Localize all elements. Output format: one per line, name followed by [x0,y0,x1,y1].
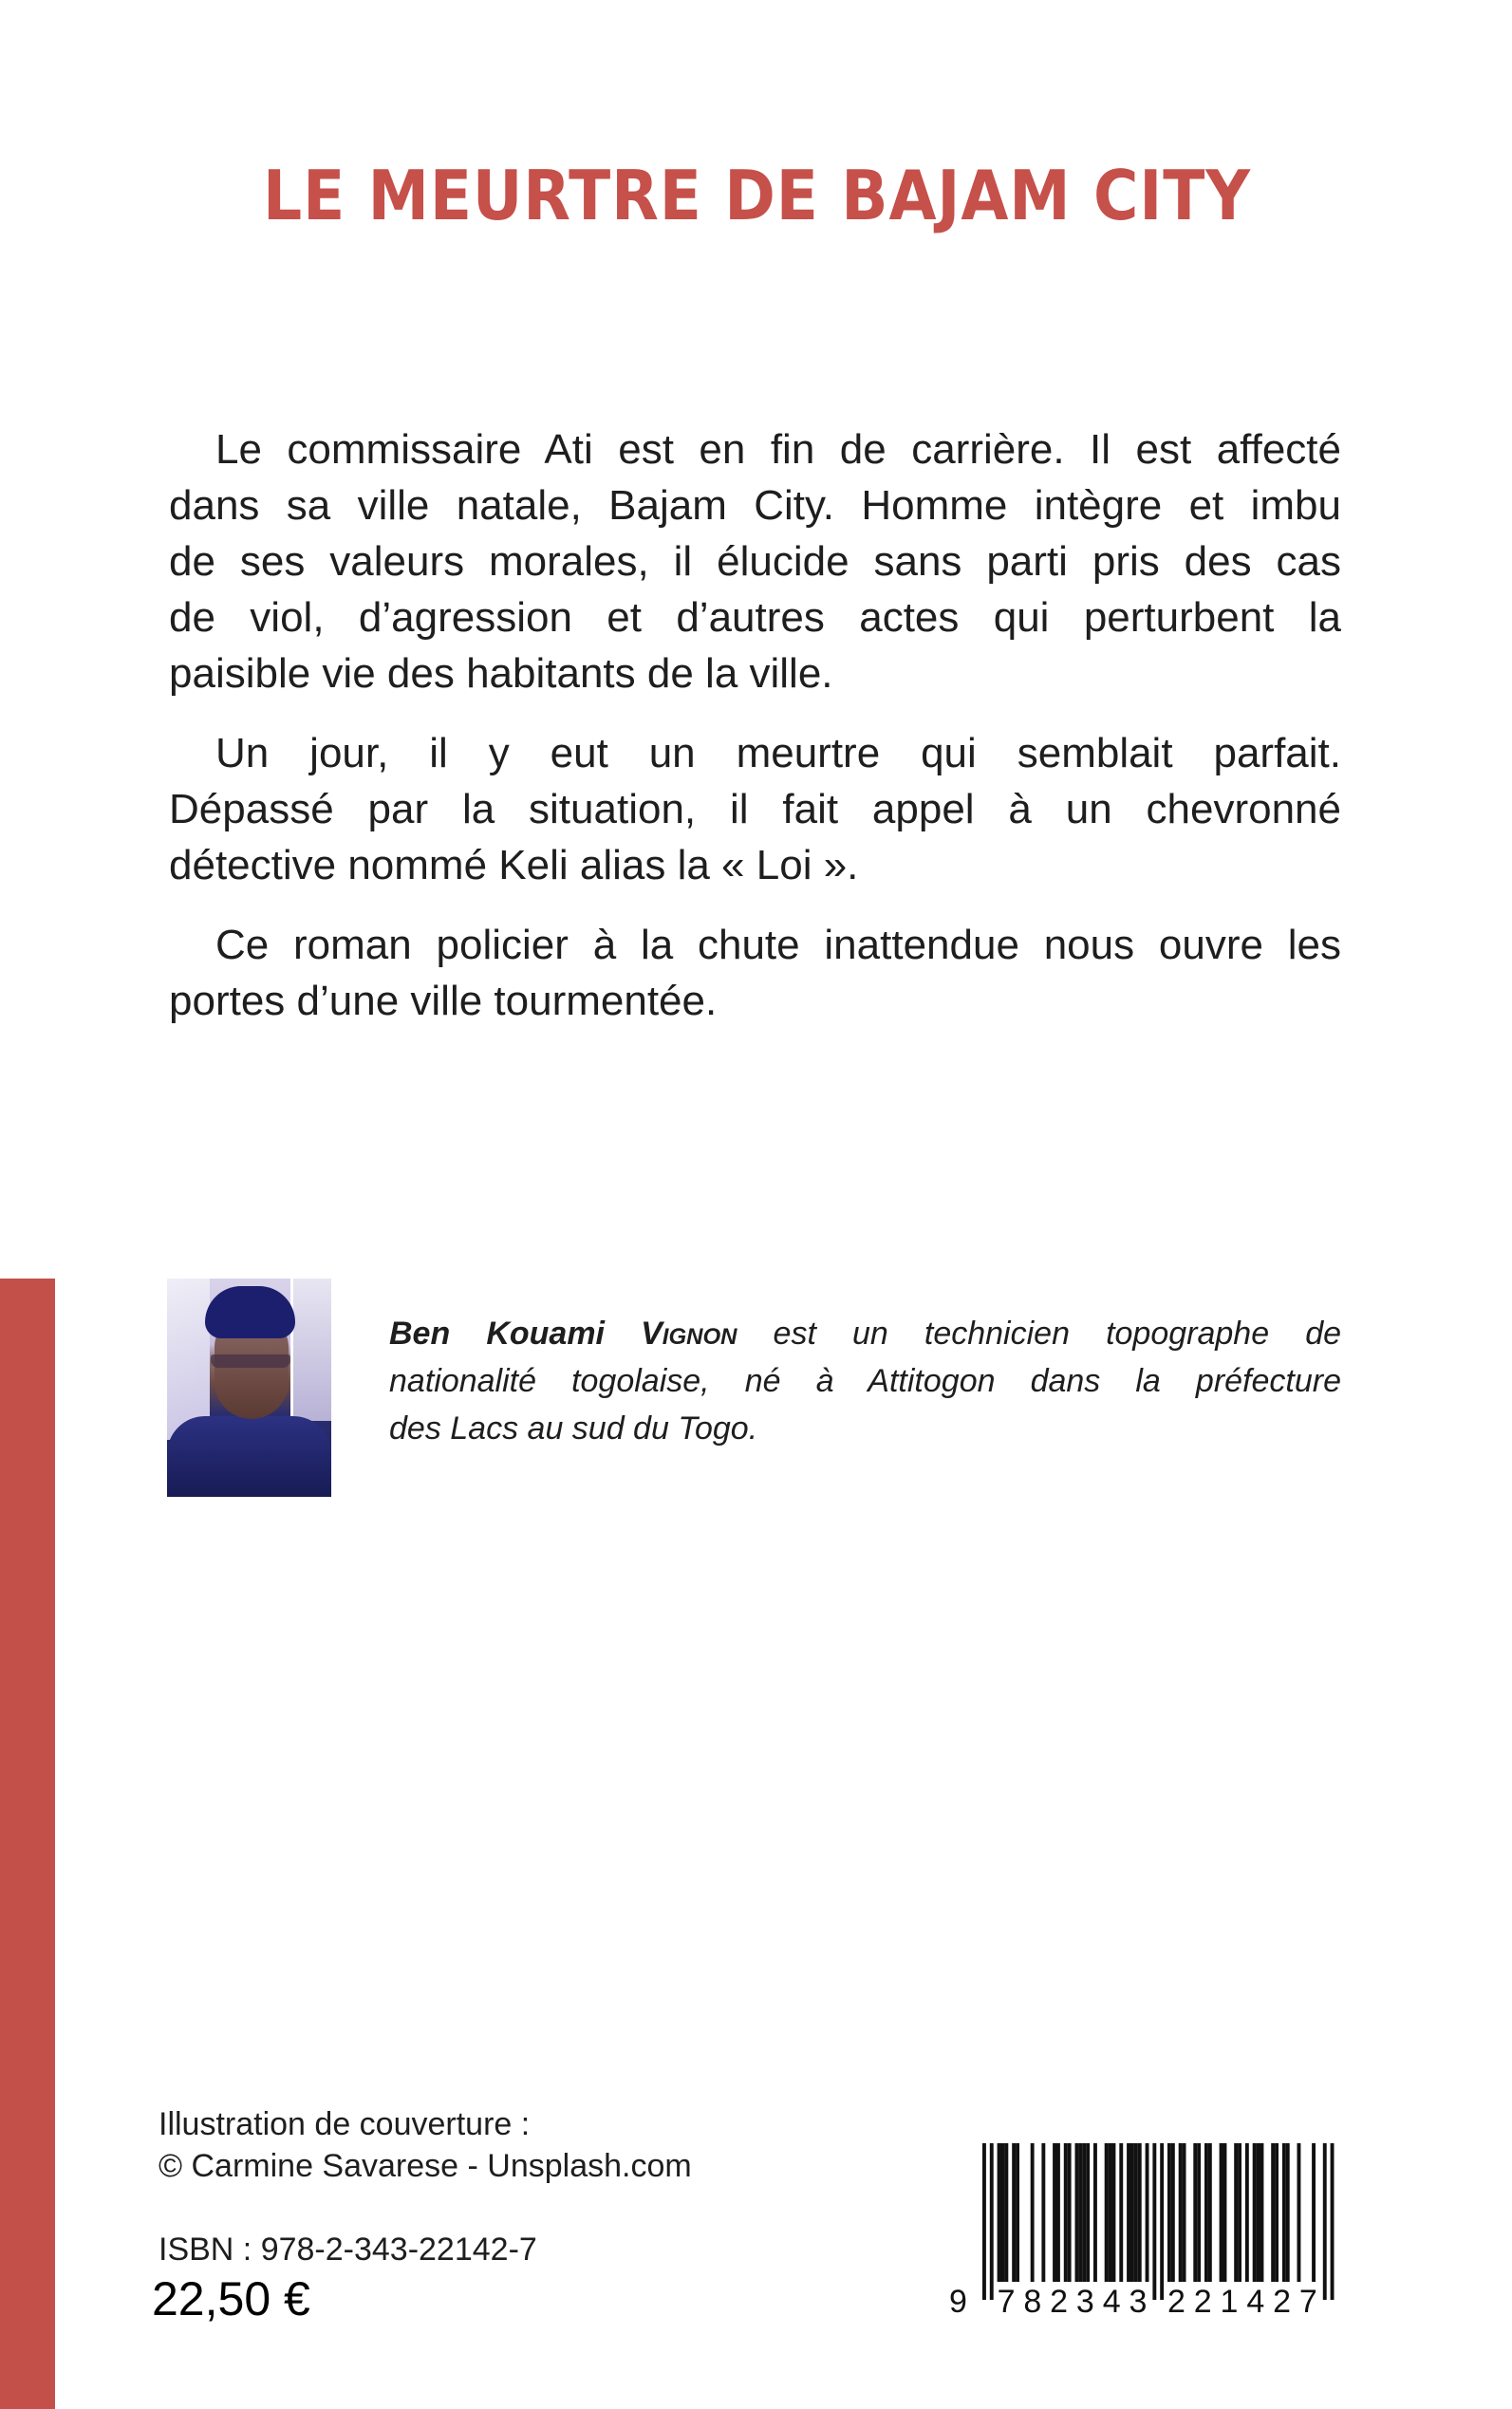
barcode-digits: 221427 [1167,2284,1317,2320]
author-last-name: Vignon [641,1316,737,1352]
author-photo [167,1279,331,1497]
author-first-names: Ben Kouami [389,1316,605,1352]
red-side-bar [0,1279,55,2409]
blurb-paragraph-3 [169,917,1341,1029]
author-bio-line: des Lacs au sud du Togo. [389,1410,758,1447]
blurb-line: paisible vie des habitants de la ville. [169,650,833,697]
blurb-paragraph-1 [169,421,1341,701]
blurb-line: portes d’une ville tourmentée. [169,978,718,1024]
barcode-digits: 9 [949,2284,967,2320]
blurb-line: de viol, d’agression et d’autres actes qui perturbent la [169,594,1341,641]
book-title-text: LE MEURTRE DE BAJAM CITY [263,156,1251,235]
author-bio-line [389,1310,1341,1357]
blurb-line: Un jour, il y eut un meurtre qui semblait parfait. [215,730,1341,776]
book-title [263,158,1251,233]
blurb-line: dans sa ville natale, Bajam City. Homme intègre et imbu [169,482,1341,529]
author-bio-line: nationalité togolaise, né à Attitogon dans la préfecture [389,1363,1341,1399]
author-bio-text: est un technicien topographe de [773,1316,1342,1352]
blurb-paragraph-2 [169,725,1341,893]
photo-sunglasses [211,1354,290,1368]
barcode-icon [940,2143,1348,2324]
photo-hair [205,1286,295,1338]
blurb [169,421,1341,1053]
cover-credits [159,2103,692,2187]
credits-value: © Carmine Savarese - Unsplash.com [159,2148,692,2184]
photo-background-window [290,1279,331,1421]
barcode-digits: 782343 [997,2284,1148,2320]
isbn-text: ISBN : 978-2-343-22142-7 [159,2232,537,2268]
blurb-line: Ce roman policier à la chute inattendue nous ouvre les [215,922,1341,968]
photo-shirt [167,1416,331,1497]
blurb-line: Le commissaire Ati est en fin de carrière. Il est affecté [215,426,1341,473]
blurb-line: détective nommé Keli alias la « Loi ». [169,842,859,888]
price: 22,50 € [152,2272,310,2325]
blurb-line: de ses valeurs morales, il élucide sans parti pris des cas [169,538,1341,585]
ean-barcode [940,2143,1348,2324]
credits-label: Illustration de couverture : [159,2106,531,2142]
author-bio [389,1310,1341,1452]
blurb-line: Dépassé par la situation, il fait appel à un chevronné [169,786,1341,832]
